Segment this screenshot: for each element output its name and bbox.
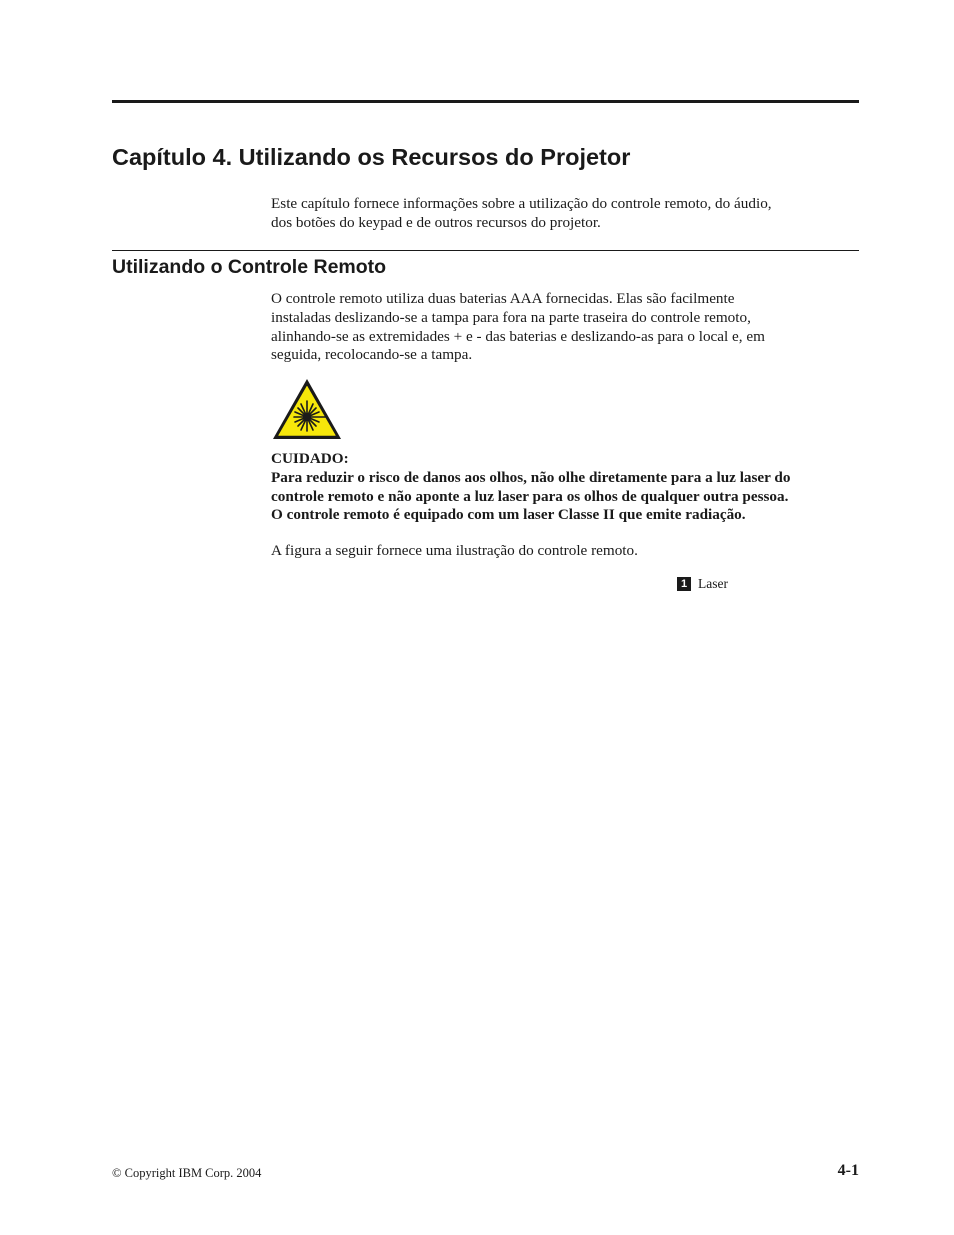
remote-paragraph [271, 290, 861, 365]
laser-warning-icon [271, 377, 343, 441]
callout-label: Laser [698, 576, 728, 591]
caution-line: O controle remoto é equipado com um laser Classe II que emite radiação. [271, 506, 746, 524]
caution-line: Para reduzir o risco de danos aos olhos, não olhe diretamente para a luz laser do [271, 468, 791, 486]
caution-notice [271, 450, 863, 525]
figure-callout [677, 576, 728, 592]
paragraph-line: instaladas deslizando-se a tampa para fora na parte traseira do controle remoto, [271, 308, 751, 326]
section-title: Utilizando o Controle Remoto [112, 256, 387, 278]
figure-intro: A figura a seguir fornece uma ilustração do controle remoto. [271, 542, 638, 559]
intro-line: dos botões do keypad e de outros recursos do projetor. [271, 213, 601, 231]
paragraph-line: seguida, recolocando-se a tampa. [271, 346, 473, 364]
paragraph-line: alinhando-se as extremidades + e - das baterias e deslizando-as para o local e, em [271, 327, 765, 345]
footer-copyright: © Copyright IBM Corp. 2004 [112, 1166, 262, 1180]
section-rule [112, 250, 859, 251]
intro-line: Este capítulo fornece informações sobre a utilização do controle remoto, do áudio, [271, 195, 772, 212]
caution-line: controle remoto e não aponte a luz laser para os olhos de qualquer outra pessoa. [271, 487, 789, 505]
chapter-intro [271, 195, 861, 233]
paragraph-line: O controle remoto utiliza duas baterias AAA fornecidas. Elas são facilmente [271, 290, 735, 307]
caution-label: CUIDADO: [271, 450, 349, 467]
page-number: 4-1 [837, 1162, 859, 1179]
top-rule [112, 100, 859, 103]
chapter-title: Capítulo 4. Utilizando os Recursos do Projetor [112, 144, 631, 170]
callout-number: 1 [677, 577, 691, 591]
